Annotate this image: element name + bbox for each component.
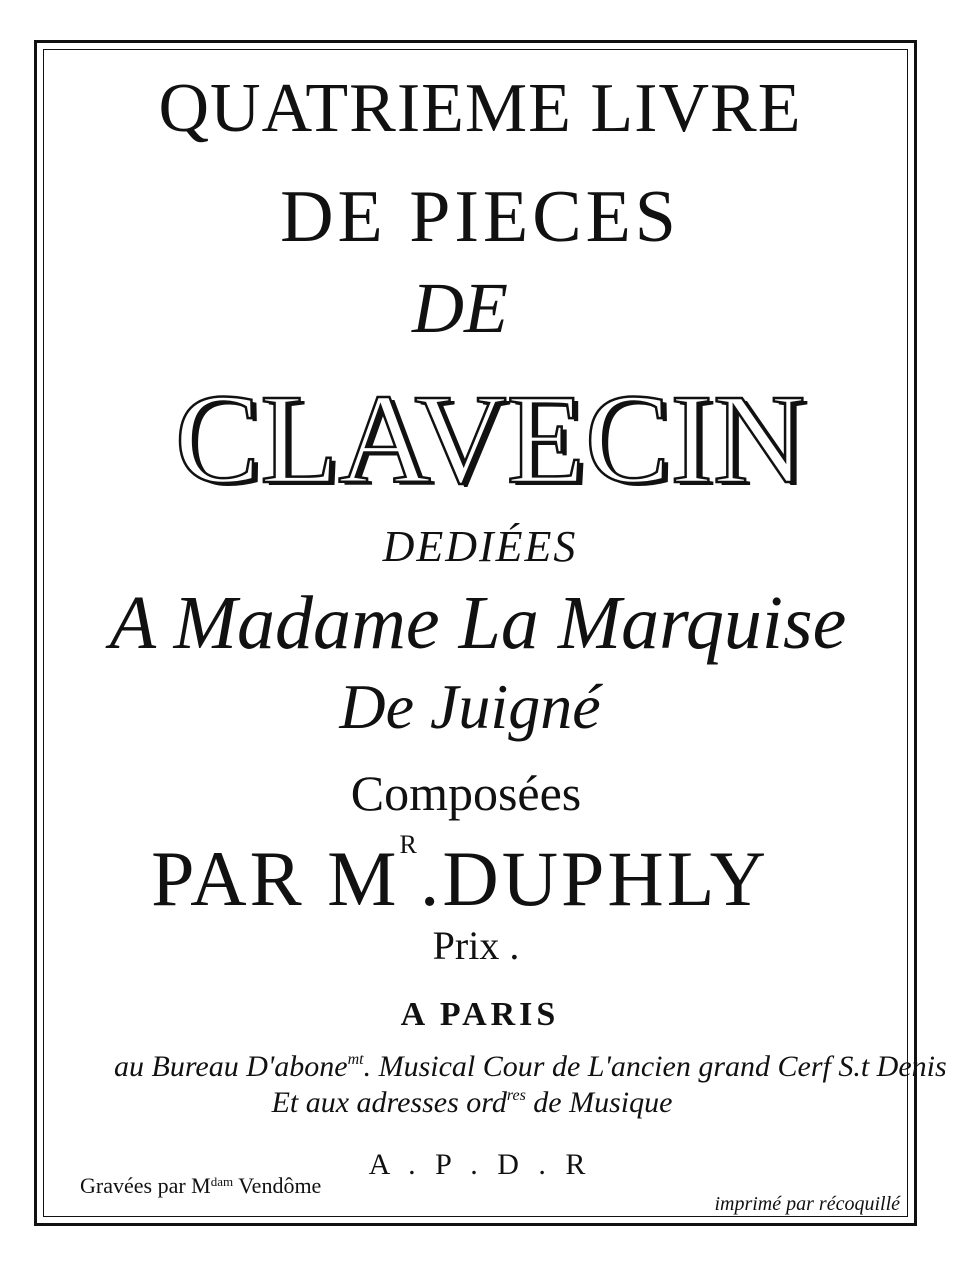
- dedication-line-2: De Juigné: [339, 671, 601, 742]
- engraver-part1: Gravées par M: [80, 1173, 211, 1198]
- privilege-mark: A . P . D . R: [368, 1148, 592, 1181]
- composer-line: [0, 830, 940, 922]
- engraver-sup: dam: [210, 1174, 234, 1189]
- publisher-address-part1: au Bureau D'abone: [114, 1050, 348, 1083]
- composer-superscript: R: [399, 830, 420, 859]
- composer-name: .DUPHLY: [419, 835, 769, 922]
- title-line-3: DE: [412, 268, 508, 348]
- composer-by: PAR M: [151, 835, 400, 922]
- engraver-credit: [80, 1175, 321, 1197]
- title-line-1: QUATRIEME LIVRE: [158, 70, 802, 147]
- dedication-line-1: A Madame La Marquise: [109, 581, 847, 665]
- dedication-label: DEDIÉES: [382, 522, 578, 571]
- composer-label: Composées: [350, 765, 582, 821]
- publisher-address-sup: mt: [347, 1051, 364, 1068]
- publisher-address-part2: . Musical Cour de L'ancien grand Cerf S.t Denis: [363, 1050, 947, 1083]
- price-label: Prix .: [432, 923, 520, 968]
- engraver-part2: Vendôme: [233, 1173, 322, 1198]
- publisher-address: [40, 1050, 947, 1083]
- publisher-line-2: [0, 1088, 952, 1118]
- publisher-line2-part2: de Musique: [525, 1086, 673, 1119]
- publisher-city: A PARIS: [400, 996, 560, 1033]
- publisher-line2-part1: Et aux adresses ord: [271, 1086, 507, 1119]
- publisher-line2-sup: res: [506, 1087, 526, 1104]
- title-line-2: DE PIECES: [280, 176, 680, 258]
- title-clavecin: CLAVECIN: [174, 368, 806, 510]
- printer-credit: imprimé par récoquillé: [714, 1193, 900, 1215]
